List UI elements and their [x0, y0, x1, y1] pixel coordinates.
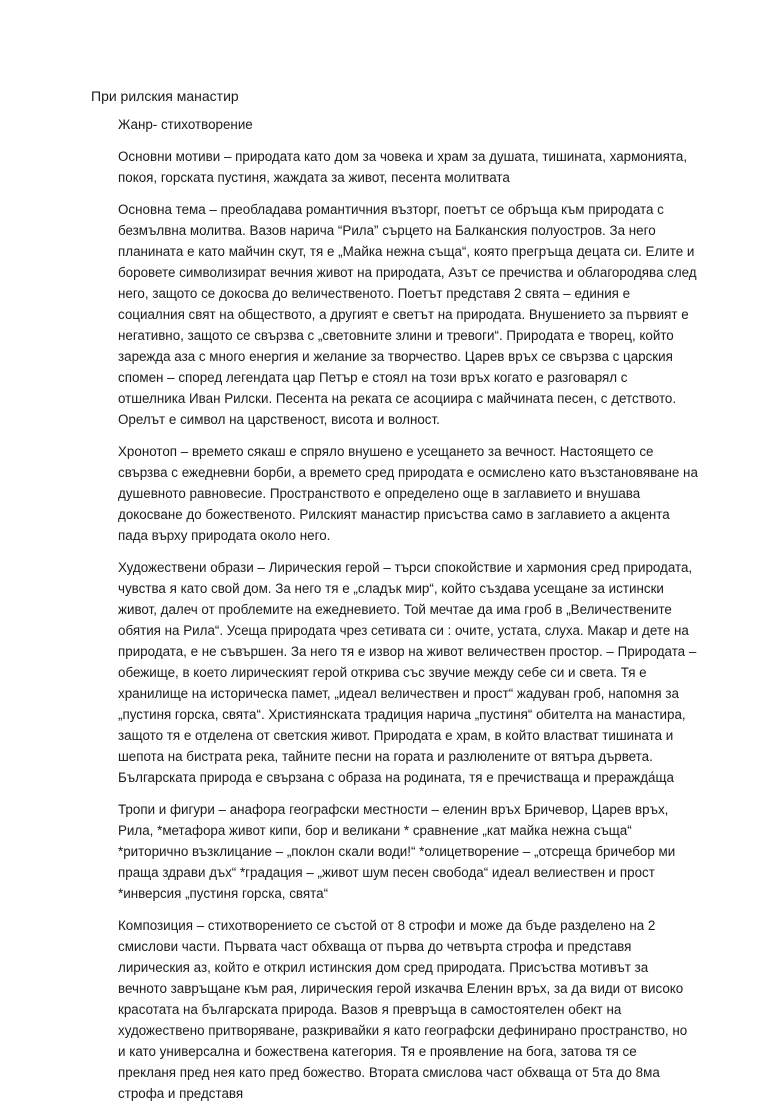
tropes-paragraph: Тропи и фигури – анафора географски местности – еленин връх Бричевор, Царев връх, Рила, *метафора живот кипи, бор и великани * сравнение „кат майка нежна съща“ *риторично възклицание – „поклон скали води!“ *олицетворение – „отсреща бричебор ми праща здрави дъх“ *градация – „живот шум песен свобода“ идеал велиествен и прост *инверсия „пустиня горска, свята“: [118, 802, 676, 901]
images-paragraph: Художествени образи – Лирическия герой – търси спокойствие и хармония сред природата, чувства я като свой дом. За него тя е „сладък мир“, който създава усещане за истински живот, далеч от проблемите на ежедневието. Той мечтае да има гроб в „Величествените обятия на Рила“. Усеща природата чрез сетивата си : очите, устата, слуха. Макар и дете на природата, е не съвършен. За него тя е извор на живот величествен простор. – Природата – обежище, в което лирическият герой открива със звучие между себе си и света. Тя е хранилище на историческа памет, „идеал величествен и прост“ жадуван гроб, напомня за „пустиня горска, свята“. Християнската традиция нарича „пустиня“ обителта на манастира, защото тя е отделена от светския живот. Природата е храм, в който властват тишината и шепота на бистрата река, тайните песни на гората и разлюлените от вятъра дървета. Българската природа е свързана с образа на родината, тя е пречистваща и преражда́ща: [118, 560, 697, 785]
chronotope-paragraph: Хронотоп – времето сякаш е спряло внушено е усещането за вечност. Настоящето се свързва с ежедневни борби, а времето сред природата е осмислено като възстановяване на душевното равновесие. Пространството е определено още в заглавието и внушава докосване до божественото. Рилският манастир присъства само в заглавието а акцента пада върху природата около него.: [118, 444, 698, 543]
motifs-paragraph: Основни мотиви – природата като дом за човека и храм за душата, тишината, хармонията, покоя, горската пустиня, жаждата за живот, песента молитвата: [118, 149, 688, 185]
genre-paragraph: Жанр- стихотворение: [118, 117, 253, 132]
composition-paragraph: Композиция – стихотворението се състой от 8 строфи и може да бъде разделено на 2 смислови части. Първата част обхваща от първа до четвърта строфа и представя лирическия аз, който е открил истинския дом сред природата. Присъства мотивът за вечното завръщане към рая, лирическия герой изкачва Еленин връх, за да види от високо красотата на българската природа. Вазов я превръща в самостоятелен обект на художествено притворяване, разкривайки я като географски дефинирано пространство, но и като универсална и божествена категория. Тя е проявление на бога, затова тя се прекланя пред нея като пред божество. Втората смислова част обхваща от 5та до 8ма строфа и представя: [118, 918, 688, 1101]
document-body: [118, 114, 698, 1115]
document-title: При рилския манастир: [91, 88, 239, 104]
theme-paragraph: Основна тема – преобладава романтичния възторг, поетът се обръща към природата с безмълвна молитва. Вазов нарича “Рила” сърцето на Балканския полуостров. За него планината е като майчин скут, тя е „Майка нежна съща“, която прегръща децата си. Елите и боровете символизират вечния живот на природата, Азът се пречиства и облагородява след него, защото се докосва до величественото. Поетът представя 2 свята – единия е социалния свят на обществото, а другият е светът на природата. Внушението за първият е негативно, защото се свързва с „световните злини и тревоги“. Природата е творец, който зарежда аза с много енергия и желание за творчество. Царев връх се свързва с царския спомен – според легендата цар Петър е стоял на този връх когато е разговарял с отшелника Иван Рилски. Песента на реката се асоциира с майчината песен, с детството. Орелът е символ на царственост, висота и волност.: [118, 202, 697, 427]
